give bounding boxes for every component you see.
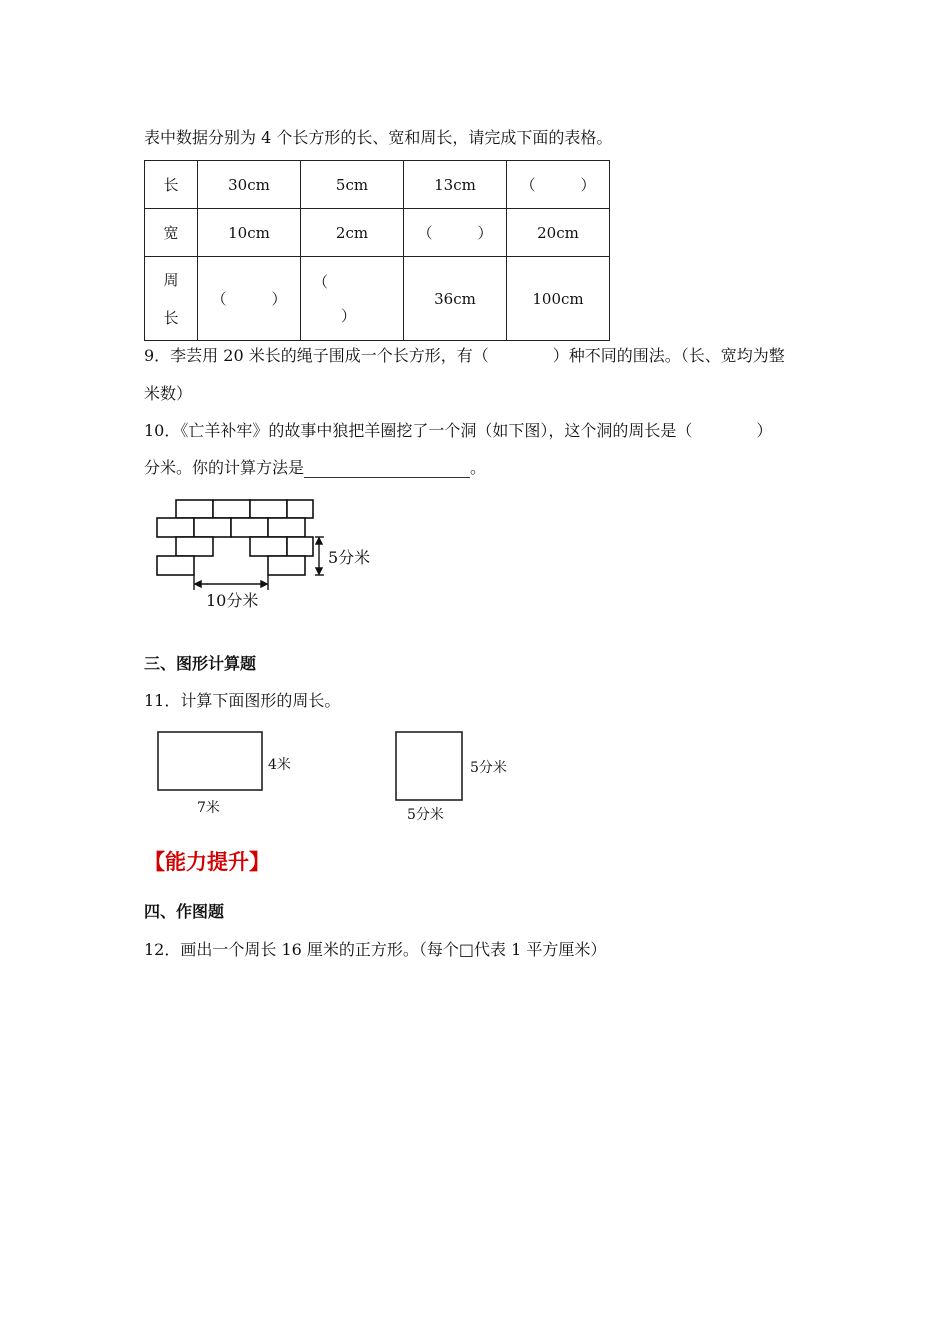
intro-text: 表中数据分别为 4 个长方形的长、宽和周长，请完成下面的表格。 — [144, 128, 613, 147]
section-heading-4: 四、作图题 — [144, 902, 225, 921]
brick — [287, 537, 313, 556]
square-figure — [396, 732, 462, 800]
q10-line2-suffix: 。 — [470, 458, 487, 477]
q11-text: 11．计算下面图形的周长。 — [144, 691, 341, 710]
table-cell: 5cm — [301, 161, 404, 209]
ability-heading: 【能力提升】 — [144, 850, 270, 874]
answer-line[interactable] — [304, 463, 470, 478]
label-square-side-bottom: 5分米 — [407, 807, 444, 823]
answer-blank[interactable]: （ ） — [404, 209, 507, 257]
label-5-decimeters: 5分米 — [328, 548, 371, 567]
label-7-meters: 7米 — [197, 800, 220, 816]
table-cell: 20cm — [507, 209, 610, 257]
row-label: 宽 — [145, 209, 198, 257]
brick — [213, 500, 250, 518]
brick — [250, 537, 287, 556]
q10-line2 — [144, 458, 486, 478]
answer-blank[interactable]: （ ） — [198, 257, 301, 341]
table-cell: 2cm — [301, 209, 404, 257]
label-4-meters: 4米 — [268, 757, 291, 773]
table-row-width — [145, 209, 610, 257]
brick — [287, 500, 313, 518]
table-cell: 30cm — [198, 161, 301, 209]
rectangle-table — [144, 160, 610, 341]
table-cell: 36cm — [404, 257, 507, 341]
brick — [176, 500, 213, 518]
answer-blank[interactable]: （ ） — [507, 161, 610, 209]
table-cell: 10cm — [198, 209, 301, 257]
brick — [157, 556, 194, 575]
section-heading-3: 三、图形计算题 — [144, 654, 257, 673]
q10-line2-prefix: 分米。你的计算方法是 — [144, 458, 305, 477]
brick — [157, 518, 194, 537]
q10-line1: 10．《亡羊补牢》的故事中狼把羊圈挖了一个洞（如下图），这个洞的周长是（ ） — [144, 421, 773, 440]
open-paren: （ — [313, 272, 329, 291]
brick — [231, 518, 268, 537]
row-label — [145, 257, 198, 341]
brick — [250, 500, 287, 518]
label-square-side-right: 5分米 — [470, 760, 507, 776]
brick — [176, 537, 213, 556]
brick — [194, 518, 231, 537]
row-label-bottom: 长 — [163, 308, 179, 327]
q9-line1: 9．李芸用 20 米长的绳子围成一个长方形，有（ ）种不同的围法。（长、宽均为整 — [144, 346, 785, 365]
answer-blank-split[interactable] — [301, 257, 404, 341]
close-paren: ） — [341, 306, 357, 325]
row-label-top: 周 — [163, 270, 179, 289]
label-10-decimeters: 10分米 — [206, 591, 259, 610]
table-cell: 13cm — [404, 161, 507, 209]
row-label: 长 — [145, 161, 198, 209]
table-cell: 100cm — [507, 257, 610, 341]
q12-text: 12．画出一个周长 16 厘米的正方形。（每个□代表 1 平方厘米） — [144, 940, 607, 959]
table-row-perimeter — [145, 257, 610, 341]
q9-line2: 米数） — [144, 384, 193, 403]
brick — [268, 556, 305, 575]
rectangle-figure — [158, 732, 262, 790]
brick — [268, 518, 305, 537]
table-row-length — [145, 161, 610, 209]
